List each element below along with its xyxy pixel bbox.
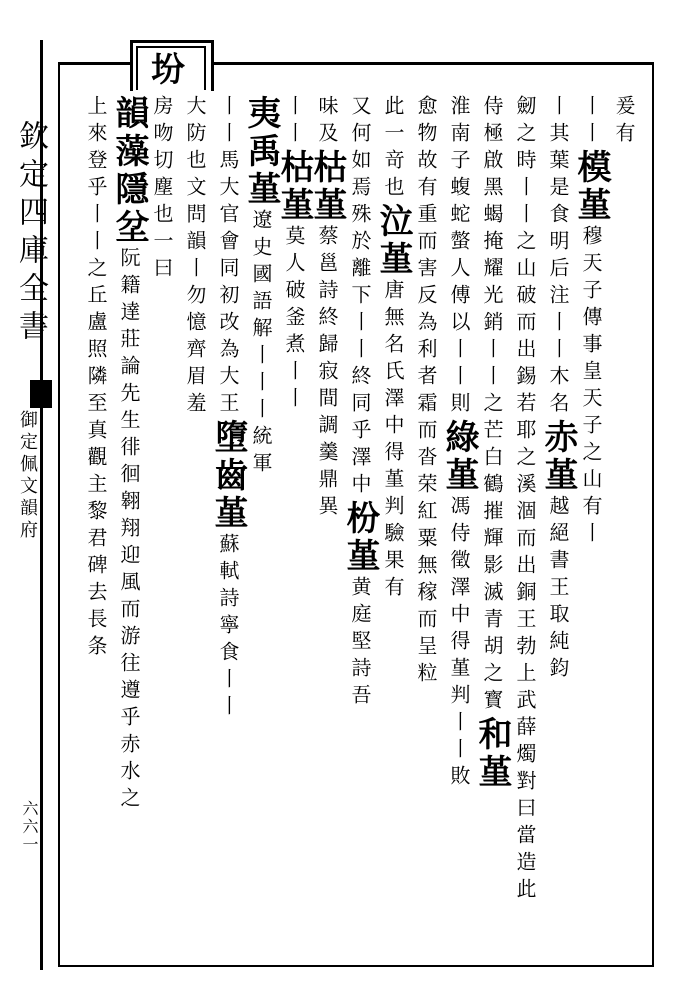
- entry-note: 越絕書王取純鈞: [546, 495, 570, 684]
- entry-note: 薛燭對曰當造此: [513, 716, 537, 905]
- entry-note: 房吻切塵也一曰: [150, 95, 174, 284]
- entry-note: 蔡邕詩終歸寂: [315, 225, 339, 387]
- entry-note: 黄庭堅詩吾: [348, 576, 372, 711]
- entry-note: 上來登乎丨丨之丘盧照隣至真觀主黎君碑去長条: [84, 95, 108, 662]
- book-subtitle: 御定佩文韻府: [17, 410, 38, 542]
- entry-note: 爰有: [612, 95, 636, 149]
- entry-headword: 泣堇: [373, 203, 413, 279]
- entry-note: 愈物故有重而害反為利者: [414, 95, 438, 392]
- entry-note: 丨其葉是食明后注丨丨木名: [546, 95, 570, 419]
- entry-note: 馮侍徵澤中得堇判丨丨敗: [447, 495, 471, 792]
- entry-note: 丨丨: [216, 95, 240, 149]
- entry-headword: 赤堇: [538, 419, 578, 495]
- fishtail-mark: [30, 380, 52, 408]
- entry-note: 淮南子蝮蛇螫人傅以丨丨則: [447, 95, 471, 419]
- rhyme-heading: 坋: [151, 50, 185, 90]
- entry-headword: 和堇: [472, 716, 512, 792]
- entry-note: 丨丨: [579, 95, 603, 149]
- entry-note: 霜而沓荣紅粟無稼而呈粒: [414, 392, 438, 689]
- entry-note: 丨丨: [282, 95, 306, 149]
- entry-headword: 模堇: [571, 149, 611, 225]
- entry-headword: 墮齒堇: [208, 419, 248, 533]
- entry-note: 劒之時丨丨之山破而出錫若耶之溪涸而出銅王勃上武: [513, 95, 537, 716]
- entry-note: 唐無名氏澤中得堇判驗果有: [381, 279, 405, 603]
- page-margin: [0, 40, 56, 980]
- entry-note: 又何如焉: [348, 95, 372, 203]
- entry-headword: 綠堇: [439, 419, 479, 495]
- entry-note: 蘇軾詩寧食丨丨: [216, 533, 240, 722]
- entry-note: 侍極啟黑蝎掩耀光銷丨丨之芒白鶴摧輝影滅青胡之寳: [480, 95, 504, 716]
- entry-note: 此一竒也: [381, 95, 405, 203]
- entry-note: 大防也文問韻: [183, 95, 207, 257]
- text-column: [76, 95, 116, 955]
- book-title: 欽定四庫全書: [13, 120, 48, 348]
- entry-note: 丨勿憶齊眉羞: [183, 257, 207, 419]
- entry-headword: 枯堇: [307, 149, 347, 225]
- entry-note: 穆天子傳事皇天子之山有丨: [579, 225, 603, 549]
- entry-note: 味及: [315, 95, 339, 149]
- entry-headword: 韻藻隱坌: [109, 95, 149, 247]
- entry-note: 間調羹鼎異: [315, 387, 339, 522]
- entry-note: 殊於離下丨丨終同乎澤中: [348, 203, 372, 500]
- page-number: 六六一: [20, 800, 39, 854]
- entry-note: 阮籍達莊論先生徘徊翱翔迎風而游往遵乎赤水之: [117, 247, 141, 814]
- entry-note: 莫人破釜煮丨丨: [282, 225, 306, 414]
- entry-headword: 枌堇: [340, 500, 380, 576]
- entry-note: 遼史國語解丨丨丨統軍: [249, 209, 273, 479]
- entry-headword: 夷禹堇: [241, 95, 281, 209]
- entry-headword: 枯堇: [274, 149, 314, 225]
- entry-note: 馬大官會同初改為大王: [216, 149, 240, 419]
